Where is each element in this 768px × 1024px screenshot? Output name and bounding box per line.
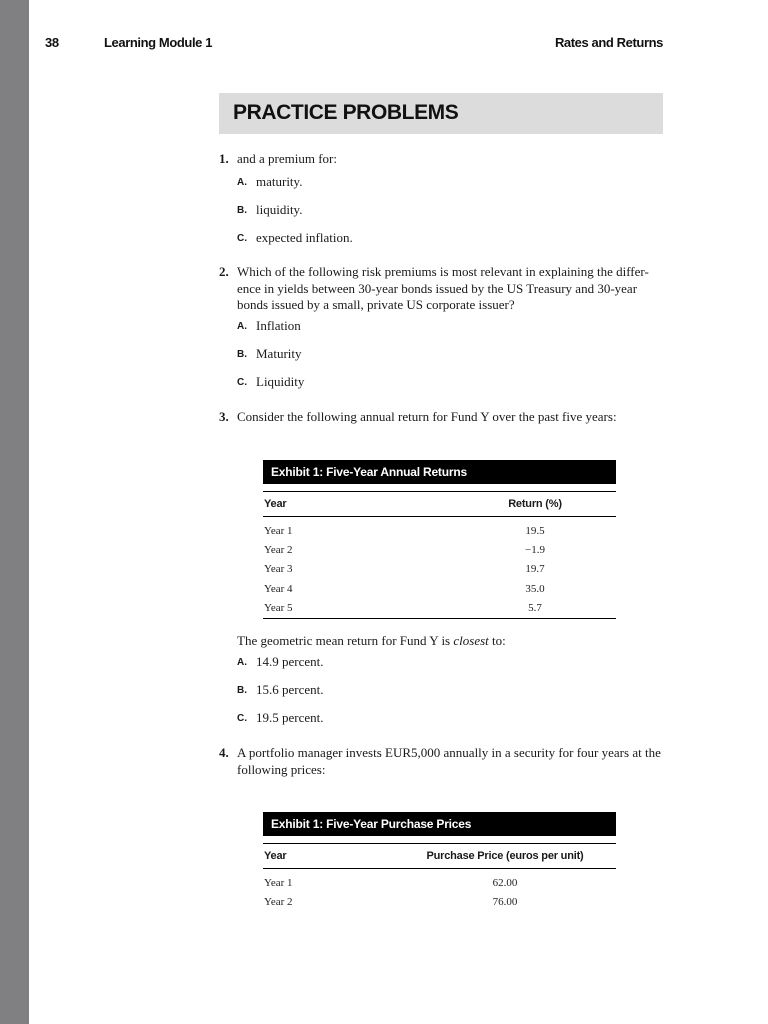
question-3-number: 3. [219,409,229,424]
column-header-year: Year [263,844,394,869]
column-header-year: Year [263,492,454,517]
exhibit-title: Exhibit 1: Five-Year Annual Returns [263,460,616,484]
table-row [263,560,616,579]
q1-option-c-text: expected inflation. [256,230,353,245]
cell-year: Year 2 [264,544,293,557]
stem-after: to: [488,633,506,648]
question-2-text [237,264,667,314]
question-4-number: 4. [219,745,229,760]
question-1-number: 1. [219,151,229,166]
q2-option-b-text: Maturity [256,346,302,361]
cell-year: Year 1 [264,524,293,537]
document-page [29,0,768,1024]
table-header-row [263,844,616,869]
left-margin-bar [0,0,29,1024]
page-number: 38 [45,35,59,50]
q2-option-c-text: Liquidity [256,374,305,389]
cell-return: 5.7 [454,599,616,619]
module-label: Learning Module 1 [104,35,213,50]
question-1-text: and a premium for: [237,151,337,166]
q1-option-a-text: maturity. [256,174,303,189]
q1-option-a-letter: A. [237,177,247,188]
cell-year: Year 3 [264,563,293,576]
exhibit-table [263,491,616,619]
section-banner [219,93,663,134]
exhibit-purchase-prices [263,812,616,912]
q1-option-c-letter: C. [237,233,247,244]
cell-return: 19.7 [525,563,545,576]
table-row [263,892,616,911]
table-row [263,540,616,559]
question-4-line: A portfolio manager invests EUR5,000 annually in a security for four years at the [237,745,661,760]
question-3-text: Consider the following annual return for Fund Y over the past five years: [237,409,617,424]
exhibit-annual-returns [263,460,616,619]
cell-year: Year 1 [264,876,293,889]
q2-option-b-letter: B. [237,349,247,360]
cell-year: Year 5 [263,599,454,619]
table-row [263,517,616,541]
table-row [263,579,616,598]
table-row [263,869,616,893]
cell-year: Year 4 [264,582,293,595]
cell-return: 19.5 [525,524,545,537]
q3-option-a-letter: A. [237,657,247,668]
cell-price: 76.00 [492,896,518,909]
q3-option-c-letter: C. [237,713,247,724]
question-4-line: following prices: [237,761,326,777]
table-row [263,599,616,619]
question-3-stem [237,633,667,650]
column-header-return: Return (%) [454,492,616,517]
stem-emphasis: closest [453,633,489,648]
section-title: PRACTICE PROBLEMS [233,101,459,124]
cell-year: Year 2 [264,896,293,909]
exhibit-title: Exhibit 1: Five-Year Purchase Prices [263,812,616,836]
table-header-row [263,492,616,517]
q3-option-a-text: 14.9 percent. [256,654,324,669]
exhibit-table [263,843,616,912]
cell-price: 62.00 [492,876,518,889]
q2-option-c-letter: C. [237,377,247,388]
question-4-text [237,745,667,778]
question-2-line: Which of the following risk premiums is most relevant in explaining the differ- [237,264,649,279]
q1-option-b-letter: B. [237,205,247,216]
cell-return: −1.9 [525,544,545,557]
stem-before: The geometric mean return for Fund Y is [237,633,454,648]
q3-option-b-letter: B. [237,685,247,696]
q2-option-a-letter: A. [237,321,247,332]
q3-option-c-text: 19.5 percent. [256,710,324,725]
question-2-number: 2. [219,264,229,279]
q1-option-b-text: liquidity. [256,202,303,217]
cell-return: 35.0 [525,582,545,595]
question-2-line: ence in yields between 30-year bonds issued by the US Treasury and 30-year [237,280,638,296]
q2-option-a-text: Inflation [256,318,301,333]
q3-option-b-text: 15.6 percent. [256,682,324,697]
question-2-line: bonds issued by a small, private US corporate issuer? [237,297,515,312]
chapter-title: Rates and Returns [554,35,663,50]
column-header-purchase-price: Purchase Price (euros per unit) [394,844,616,869]
